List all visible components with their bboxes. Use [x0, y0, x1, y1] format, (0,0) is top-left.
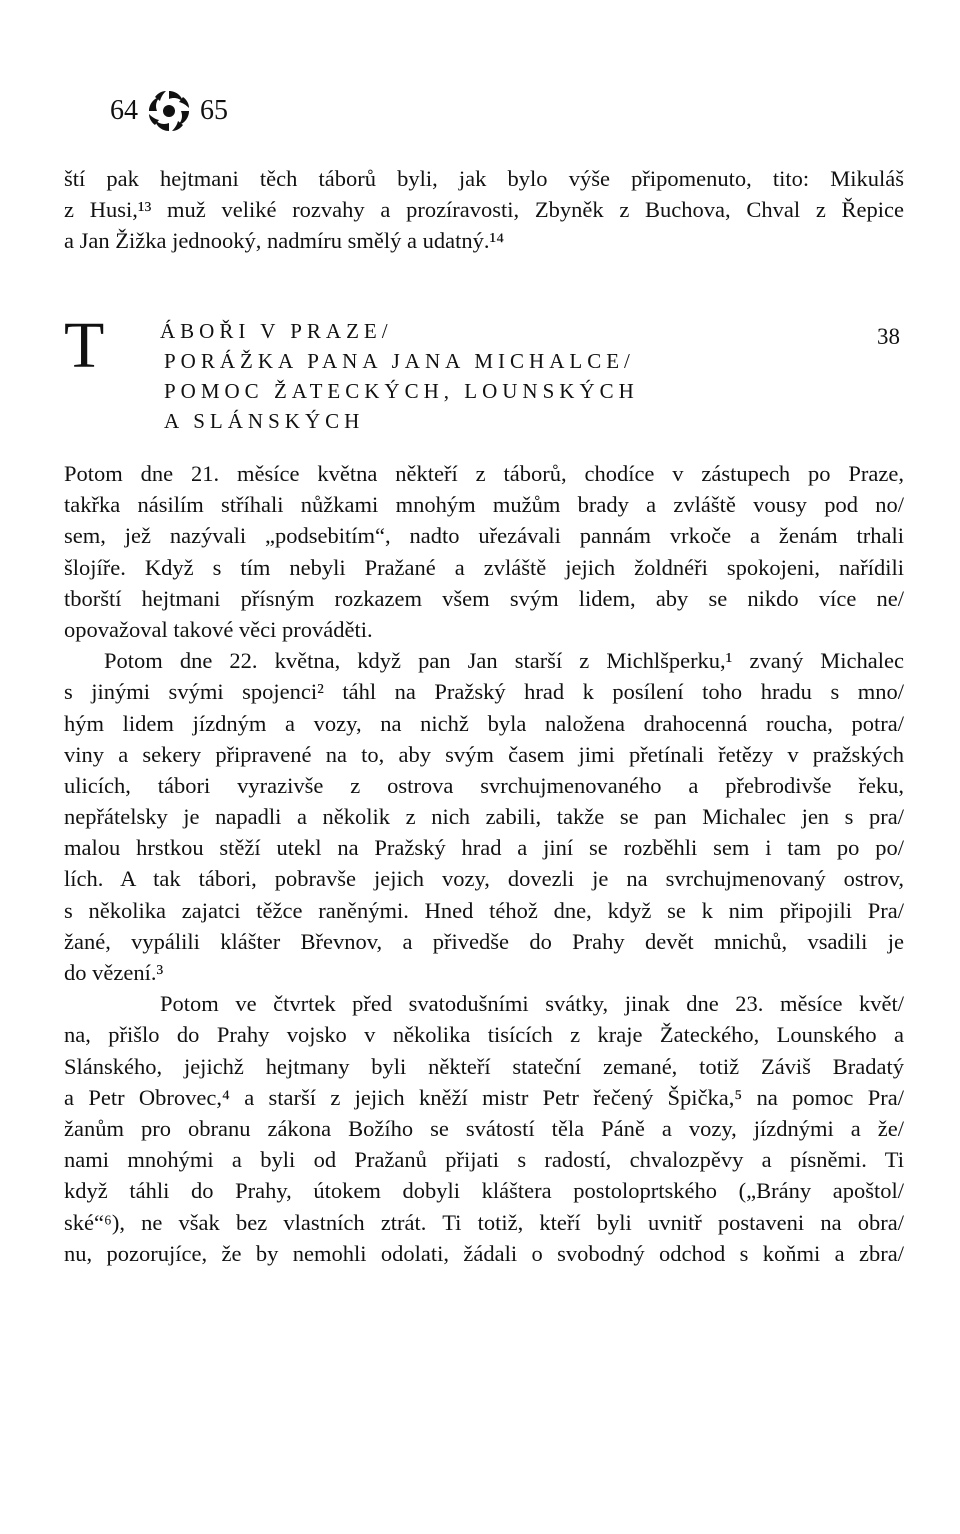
text-line: žané, vypálili klášter Břevnov, a přivedše do Prahy devět mnichů, vsadili je — [64, 928, 904, 954]
text-line: nami mnohými a byli od Pražanů přijati s radostí, chvalozpěvy a písněmi. Ti — [64, 1147, 904, 1173]
chapter-title-line: A SLÁNSKÝCH — [164, 409, 365, 433]
chapter-title — [160, 316, 639, 436]
text-line: Potom ve čtvrtek před svatodušními svátky, jinak dne 23. měsíce květ/ — [160, 991, 904, 1017]
text-line: ští pak hejtmani těch táborů byli, jak bylo výše připomenuto, tito: Mikuláš — [64, 166, 904, 191]
main-text — [64, 458, 904, 1269]
margin-chapter-number: 38 — [877, 324, 900, 349]
text-line: na, přišlo do Prahy vojsko v několika tisících z kraje Žateckého, Lounského a — [64, 1022, 904, 1048]
chapter-title-line: POMOC ŽATECKÝCH, LOUNSKÝCH — [164, 379, 639, 403]
swirl-ornament-icon — [146, 88, 192, 134]
intro-paragraph — [64, 163, 904, 257]
page-folio — [110, 86, 228, 136]
text-line: sem, jež nazývali „podsebitím“, nadto uřezávali pannám vrkoče a ženám trhali — [64, 523, 904, 549]
text-line: s jinými svými spojenci² táhl na Pražský hrad k posílení toho hradu s mno/ — [64, 679, 904, 705]
chapter-heading — [64, 310, 904, 440]
drop-cap: T — [64, 309, 105, 382]
text-line: opovažoval takové věci prováděti. — [64, 616, 373, 642]
text-line: žanům pro obranu zákona Božího se svátostí těla Páně a vozy, jízdnými a že/ — [64, 1115, 904, 1141]
text-line: malou hrstkou stěží utekl na Pražský hrad a jiní se rozběhli sem i tam po po/ — [64, 835, 904, 861]
text-line: Potom dne 21. měsíce května někteří z táborů, chodíce v zástupech po Praze, — [64, 461, 904, 486]
text-line: a Jan Žižka jednooký, nadmíru smělý a udatný.¹⁴ — [64, 228, 505, 254]
text-line: nepřátelsky je napadli a několik z nich zabili, takže se pan Michalec jen s pra/ — [64, 804, 904, 830]
chapter-title-line: PORÁŽKA PANA JANA MICHALCE/ — [164, 349, 635, 373]
text-line: s několika zajatci těžce raněnými. Hned téhož dne, když se k nim připojili Pra/ — [64, 897, 904, 923]
text-line: hým lidem jízdným a vozy, na nichž byla naložena drahocenná roucha, potra/ — [64, 710, 904, 736]
text-line: a Petr Obrovec,⁴ a starší z jejich kněží mistr Petr řečený Špička,⁵ na pomoc Pra/ — [64, 1084, 904, 1110]
chapter-title-line: ÁBOŘI V PRAZE/ — [160, 319, 393, 343]
folio-right: 65 — [200, 95, 228, 126]
text-line: lích. A tak tábori, pobravše jejich vozy, dovezli je na svrchujmenovaný ostrov, — [64, 866, 904, 892]
text-line: nu, pozorujíce, že by nemohli odolati, žádali o svobodný odchod s koňmi a zbra/ — [64, 1240, 904, 1266]
text-line: Potom dne 22. května, když pan Jan starší z Michlšperku,¹ zvaný Michalec — [104, 648, 904, 674]
text-line: ulicích, tábori vyrazivše z ostrova svrchujmenovaného a přebrodivše řeku, — [64, 772, 904, 798]
text-line: viny a sekery připravené na to, aby svým časem jimi přetínali řetězy v pražských — [64, 741, 904, 767]
text-line: Slánského, jejichž hejtmany byli někteří stateční zemané, totiž Záviš Bradatý — [64, 1053, 904, 1079]
text-line: tborští hejtmani přísným rozkazem všem svým lidem, aby se nikdo více ne/ — [64, 585, 904, 611]
text-line: do vězení.³ — [64, 960, 164, 985]
text-line: takřka násilím stříhali nůžkami mnohým mužům brady a zvláště vousy pod no/ — [64, 492, 904, 518]
text-line: šlojíře. Když s tím nebyli Pražané a zvláště jejich žoldnéři spokojeni, nařídili — [64, 554, 904, 580]
text-line: když táhli do Prahy, útokem dobyli kláštera postoloprtského („Brány apoštol/ — [64, 1178, 904, 1204]
text-line: ské“⁶), ne však bez vlastních ztrát. Ti totiž, kteří byli uvnitř postaveni na obra/ — [64, 1209, 904, 1235]
text-line: z Husi,¹³ muž veliké rozvahy a prozíravosti, Zbyněk z Buchova, Chval z Řepice — [64, 197, 904, 223]
folio-left: 64 — [110, 95, 138, 126]
